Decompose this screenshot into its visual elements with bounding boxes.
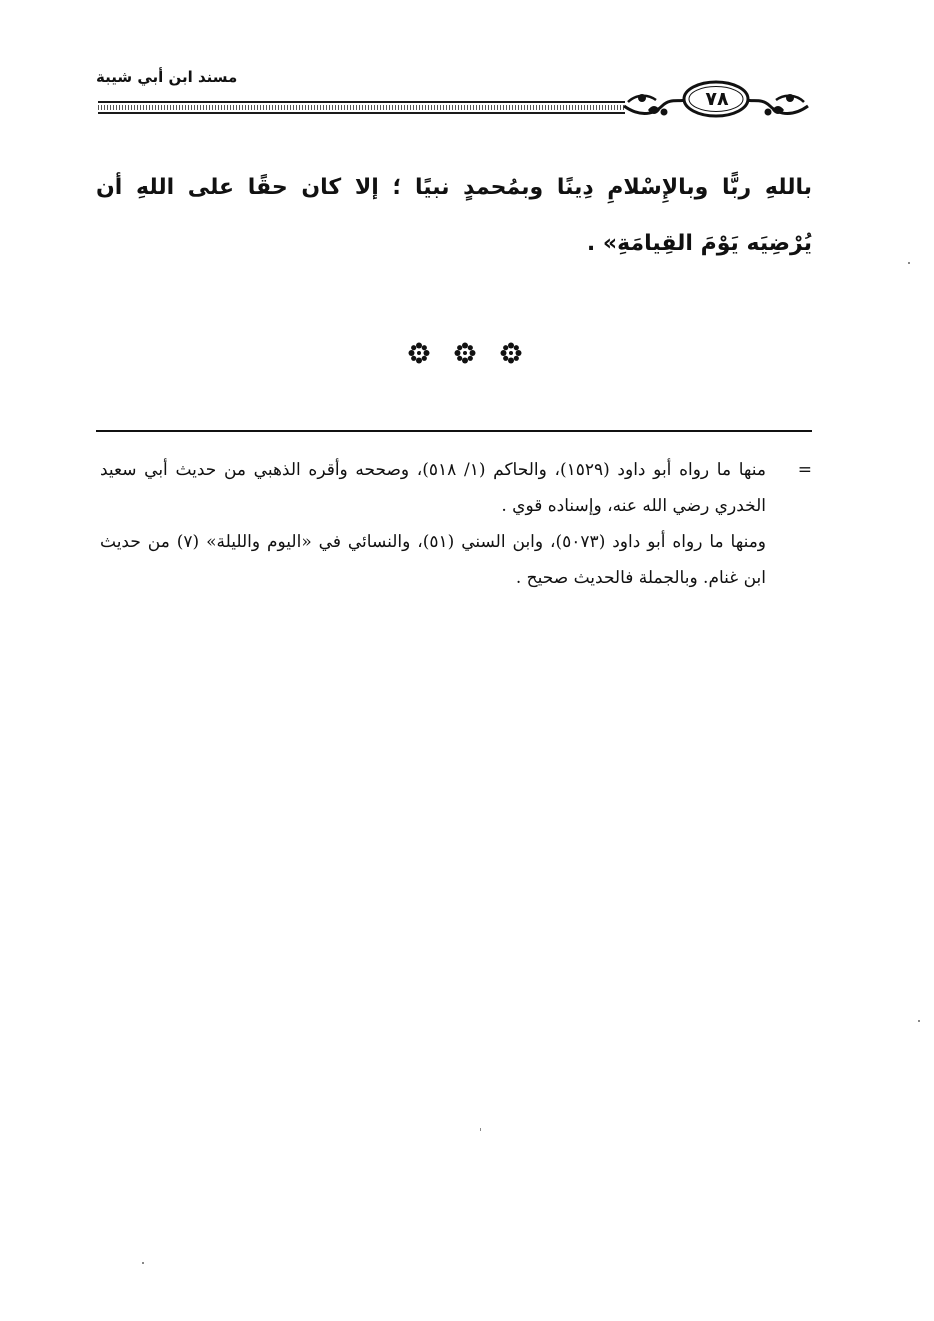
footnote-text: منها ما رواه أبو داود (١٥٢٩)، والحاكم (١/ ٥١٨)، وصححه وأقره الذهبي من حديث أبي سعيد الخدري رضي الله عنه، وإسناده قوي . [100,460,766,516]
flower-ornament-icon [454,342,476,364]
continuation-marker: = [797,460,812,480]
footnote-paragraph [100,452,812,524]
footnote-rule [96,430,812,432]
flower-ornament-icon [500,342,522,364]
flower-ornament-icon [408,342,430,364]
scan-speck [918,1020,920,1022]
running-title: مسند ابن أبي شيبة [96,68,238,86]
section-divider [380,336,550,370]
main-text: باللهِ ربًّا وبالإِسْلامِ دِينًا وبمُحمدٍ نبيًا ؛ إلا كان حقًا على اللهِ أن يُرْضِيَه يَوْمَ القِيامَةِ» . [96,175,812,256]
page-number: ٧٨ [705,88,729,110]
header-rule-hatch [98,105,625,110]
footnotes [100,452,812,596]
footnote-paragraph [100,524,812,596]
scan-speck [480,1128,481,1131]
header-rule [98,101,625,114]
footnote-text: ومنها ما رواه أبو داود (٥٠٧٣)، وابن السني (٥١)، والنسائي في «اليوم والليلة» (٧) من حديث ابن غنام. وبالجملة فالحديث صحيح . [100,532,767,588]
scan-speck [908,262,910,264]
scan-speck [142,1262,144,1264]
